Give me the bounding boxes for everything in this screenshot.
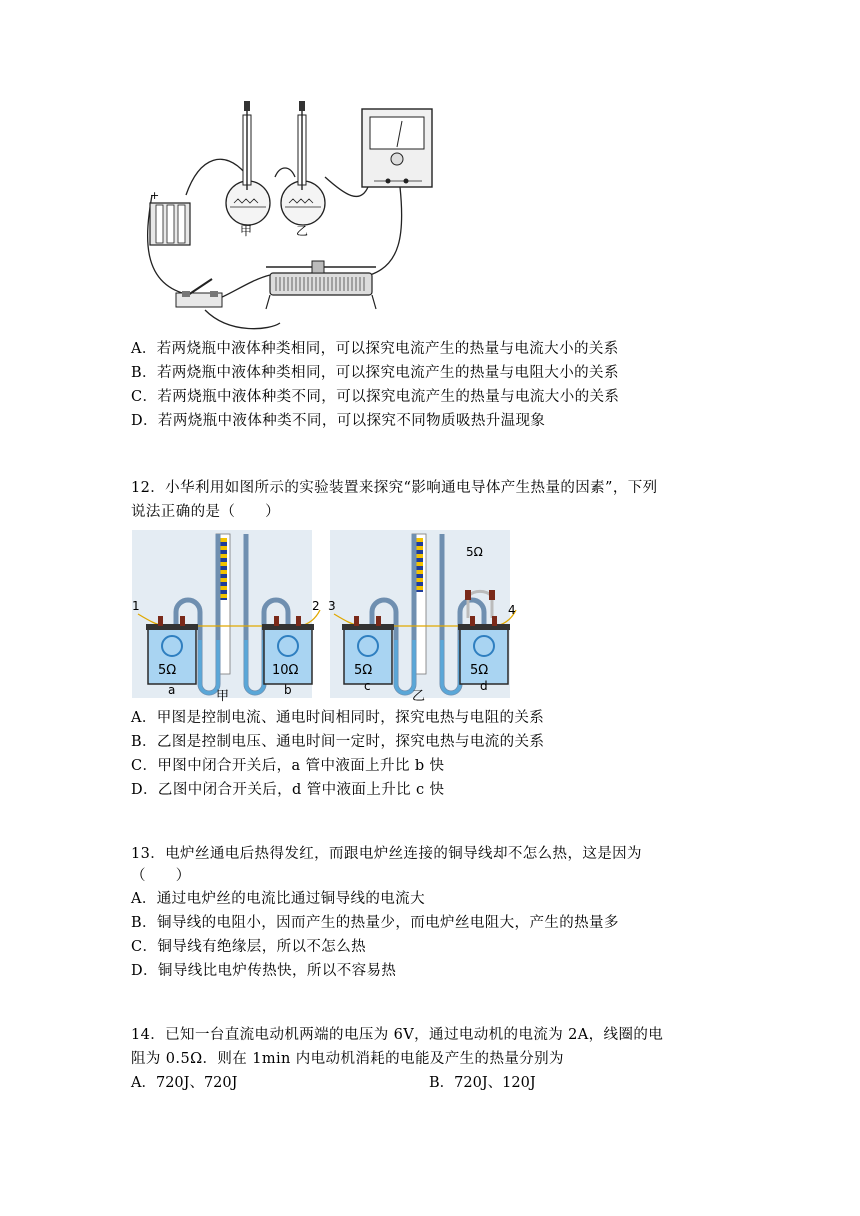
q12-label-jia: 甲	[216, 689, 230, 704]
q11-label-jia: 甲	[240, 224, 253, 238]
q11-circuit-figure	[130, 95, 440, 335]
q14-option-b: B．720J、120J	[429, 1075, 536, 1091]
q13-stem-line1: 13．电炉丝通电后热得发红，而跟电炉丝连接的铜导线却不怎么热，这是因为	[131, 846, 642, 862]
q12-label-ra: 5Ω	[158, 663, 177, 678]
q11-option-c: C．若两烧瓶中液体种类不同，可以探究电流产生的热量与电流大小的关系	[131, 389, 620, 405]
q12-stem-line2: 说法正确的是（ ）	[131, 504, 280, 520]
q11-label-yi: 乙	[296, 224, 309, 238]
q12-label-n2: 2	[312, 599, 320, 613]
q13-option-a: A．通过电炉丝的电流比通过铜导线的电流大	[131, 891, 425, 907]
q12-label-rb: 10Ω	[272, 663, 299, 678]
battery-icon	[150, 189, 190, 245]
q12-label-c: c	[364, 679, 371, 693]
q11-option-b: B．若两烧瓶中液体种类相同，可以探究电流产生的热量与电阻大小的关系	[131, 365, 619, 381]
q12-label-yi: 乙	[412, 689, 426, 704]
svg-text:+: +	[150, 189, 160, 202]
q11-option-a: A．若两烧瓶中液体种类相同，可以探究电流产生的热量与电流大小的关系	[131, 341, 619, 357]
q13-option-b: B．铜导线的电阻小，因而产生的热量少，而电炉丝电阻大，产生的热量多	[131, 915, 619, 931]
q12-option-d: D．乙图中闭合开关后，d 管中液面上升比 c 快	[131, 782, 445, 798]
q12-label-n1: 1	[132, 599, 140, 613]
q14-option-a: A．720J、720J	[131, 1075, 238, 1091]
q12-label-n4: 4	[508, 603, 516, 617]
q12-label-rc: 5Ω	[354, 663, 373, 678]
q14-stem-line2: 阻为 0.5Ω．则在 1min 内电动机消耗的电能及产生的热量分别为	[131, 1051, 564, 1067]
q13-stem-line2: （ ）	[131, 868, 191, 884]
q13-option-d: D．铜导线比电炉传热快，所以不容易热	[131, 963, 397, 979]
q12-label-n3: 3	[328, 599, 336, 613]
q11-option-d: D．若两烧瓶中液体种类不同，可以探究不同物质吸热升温现象	[131, 413, 546, 429]
q12-option-c: C．甲图中闭合开关后，a 管中液面上升比 b 快	[131, 758, 445, 774]
switch-icon	[176, 279, 222, 307]
flask-yi-icon	[281, 101, 325, 225]
rheostat-icon	[266, 261, 376, 309]
q12-label-d: d	[480, 679, 488, 693]
q12-joule-heat-figure	[128, 530, 528, 705]
q14-stem-line1: 14．已知一台直流电动机两端的电压为 6V，通过电动机的电流为 2A，线圈的电	[131, 1027, 664, 1043]
q12-option-a: A．甲图是控制电流、通电时间相同时，探究电热与电阻的关系	[131, 710, 545, 726]
q13-option-c: C．铜导线有绝缘层，所以不怎么热	[131, 939, 366, 955]
q12-label-rext: 5Ω	[466, 545, 483, 559]
q12-option-b: B．乙图是控制电压、通电时间一定时，探究电热与电流的关系	[131, 734, 545, 750]
q12-stem-line1: 12．小华利用如图所示的实验装置来探究“影响通电导体产生热量的因素”，下列	[131, 480, 658, 496]
ammeter-icon	[362, 109, 432, 187]
q12-label-b: b	[284, 683, 292, 697]
q12-label-a: a	[168, 683, 176, 697]
q12-label-rd: 5Ω	[470, 663, 489, 678]
